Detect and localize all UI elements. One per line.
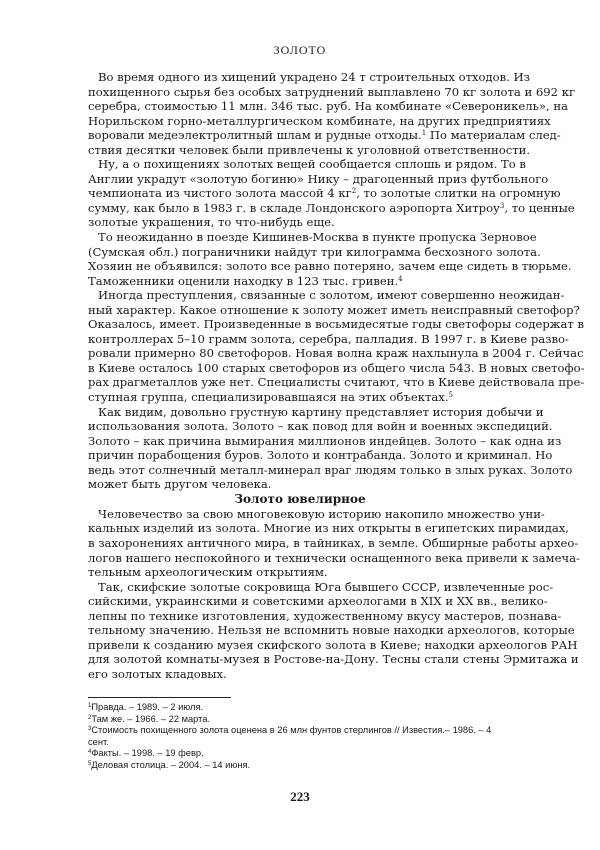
text-line: лепны по технике изготовления, художественному вкусу мастеров, познава- [88,608,562,623]
text-segment: воровали медеэлектролитный шлам и рудные отходы. [88,128,422,143]
text-line: может быть другом человека. [88,477,272,492]
footnote [88,725,512,748]
text-line: кальных изделий из золота. Многие из них открыты в египетских пирамидах, [88,521,569,536]
paragraph [88,506,580,580]
footnote-number: 4 [88,749,92,755]
paragraph [88,157,575,230]
text-segment: ступная группа, специализировавшаяся на этих объектах. [88,390,449,405]
text-segment: По материалам след- [426,128,561,143]
footnote-number: 5 [88,760,92,767]
text-segment: чемпионата из чистого золота массой 4 кг [88,186,352,201]
text-line: похищенного сырья без особых затруднений выплавлено 70 кг золота и 692 кг [88,84,576,99]
text-line: рах драгметаллов уже нет. Специалисты считают, что в Киеве действовала пре- [88,375,585,390]
text-line: Оказалось, имеет. Произведенные в восьмидесятые годы светофоры содержат в [88,317,584,332]
text-line: Так, скифские золотые сокровища Юга бывшего СССР, извлеченные рос- [98,579,554,594]
footnote-text: Стоимость похищенного золота оценена в 26 млн фунтов стерлингов // Известия.– 1986. – 4 сент. [88,725,492,747]
text-line: Золото – как причина вымирания миллионов индейцев. Золото – как одна из [88,433,562,448]
text-line: Англии украдут «золотую богиню» Нику – драгоценный приз футбольного [88,171,549,186]
footnote-text: Факты. – 1998. – 19 февр. [91,748,204,758]
text-line: его золотых кладовых. [88,666,227,681]
text-line: для золотой комнаты-музея в Ростове-на-Дону. Тесны стали стены Эрмитажа и [88,652,579,667]
text-line: Ну, а о похищениях золотых вещей сообщается сплошь и рядом. То в [98,157,526,172]
body-text [88,70,585,681]
paragraph [88,230,572,288]
footnote-number: 1 [88,703,92,709]
text-line: в Киеве осталось 100 старых светофоров из общего числа 543. В новых светофо- [88,360,585,375]
page-number: 223 [290,789,310,804]
text-line: Человечество за свою многовековую историю накопило множество уни- [98,506,545,521]
text-line: ровали примерно 80 светофоров. Новая волна краж нахлынула в 2004 г. Сейчас [88,346,584,361]
text-line: логов нашего неспокойного и технически оснащенного века привели к замеча- [88,550,580,565]
text-line: Иногда преступления, связанные с золотом, имеют совершенно неожидан- [98,288,565,303]
text-line: использования золота. Золото – как повод для войн и военных экспедиций. [88,419,553,434]
paragraph [88,404,573,492]
text-segment: , то ценные [504,200,575,215]
text-line [88,128,561,143]
running-header: ЗОЛОТО [273,43,327,57]
text-line: Хозяин не объявился: золото все равно потеряно, зачем еще сидеть в тюрьме. [88,259,572,274]
footnote-number: 3 [88,726,92,732]
text-line: ведь этот солнечный металл-минерал враг людям только в злых руках. Золото [88,462,573,477]
footnote [88,760,512,772]
text-line: Норильском горно-металлургическом комбинате, на других предприятиях [88,113,551,128]
footnote-ref: 3 [499,201,505,210]
footnote-text: Деловая столица. – 2004. – 14 июня. [91,759,251,770]
footnote-divider [88,697,231,698]
text-line: причин порабощения буров. Золото и контрабанда. Золото и криминал. Но [88,448,553,463]
footnotes [88,702,512,771]
text-line: золотые украшения, то что-нибудь еще. [88,215,335,230]
text-line: контроллерах 5–10 грамм золота, серебра, палладия. В 1997 г. в Киеве разво- [88,331,569,346]
footnote-text: Правда. – 1989. – 2 июля. [91,702,204,712]
text-line: ствия десятки человек были привлечены к уголовной ответственности. [88,142,531,157]
text-segment: Таможенники оценили находку в 123 тыс. гривен. [88,273,399,288]
text-segment: сумму, как было в 1983 г. в складе Лондонского аэропорта Хитроу [88,200,500,215]
text-line: (Сумская обл.) пограничники найдут три килограмма бесхозного золота. [88,244,541,259]
text-line: То неожиданно в поезде Кишинев-Москва в пункте пропуска Зерновое [98,230,537,245]
footnote-ref: 5 [448,391,453,400]
footnote-text: Там же. – 1966. – 22 марта. [91,713,211,724]
text-line: в захоронениях античного мира, в тайниках, в земле. Обширные работы архео- [88,535,579,550]
text-line: привели к созданию музея скифского золота в Киеве; находки археологов РАН [88,637,578,652]
text-line: ный характер. Какое отношение к золоту может иметь неисправный светофор? [88,302,580,317]
paragraph [88,288,585,405]
footnote-number: 2 [88,714,92,721]
text-line: сийскими, украинскими и советскими археологами в XIX и XX вв., велико- [88,594,548,609]
footnote [88,748,512,760]
section-heading: Золото ювелирное [234,491,366,506]
footnote-ref: 4 [398,274,403,283]
text-line [88,390,512,405]
footnote [88,702,512,714]
paragraph [88,70,576,157]
text-line [88,186,561,201]
footnote-ref: 1 [421,129,427,138]
text-segment: , то золотые слитки на огромную [356,186,561,201]
footnote-ref: 2 [351,187,357,196]
paragraph [88,579,579,682]
text-line: тельному значению. Нельзя не вспомнить новые находки археологов, которые [88,623,575,638]
text-line: серебра, стоимостью 11 млн. 346 тыс. руб. На комбинате «Североникель», на [88,99,568,114]
text-line [88,200,575,216]
text-line: тельным археологическим открытиям. [88,565,328,580]
footnote [88,714,512,726]
text-line: Как видим, довольно грустную картину представляет история добычи и [98,404,544,419]
text-line: Во время одного из хищений украдено 24 т строительных отходов. Из [98,70,530,84]
text-line [88,274,512,289]
